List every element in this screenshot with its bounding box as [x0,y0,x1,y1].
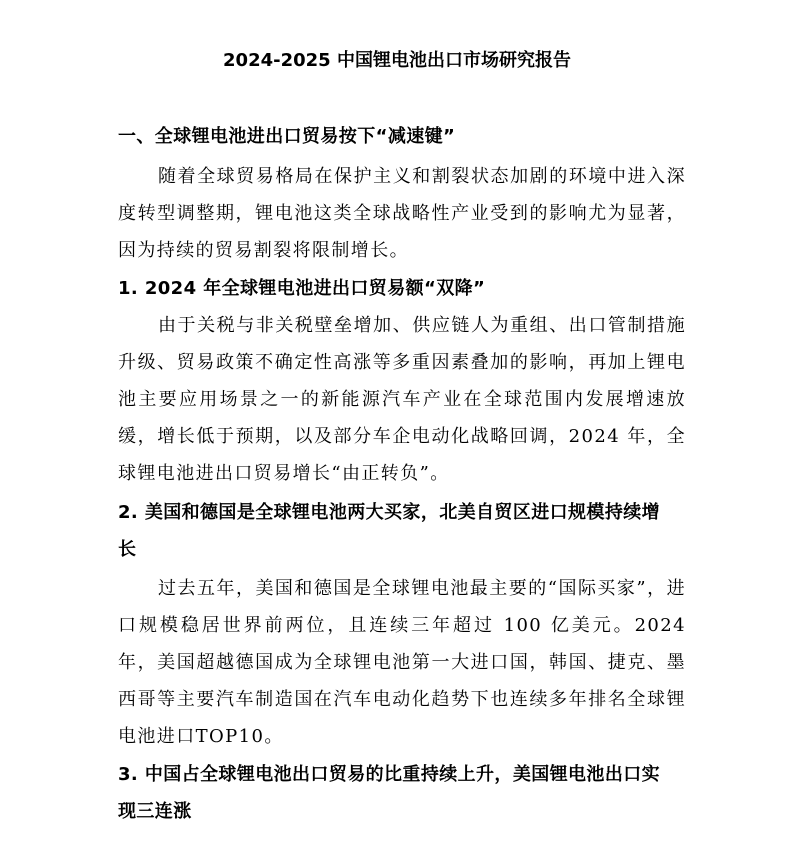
paragraph-major-buyers: 过去五年，美国和德国是全球锂电池最主要的“国际买家”，进口规模稳居世界前两位，且连续三年超过 100 亿美元。2024 年，美国超越德国成为全球锂电池第一大进口国，韩国、捷克、墨西哥等主要汽车制造国在汽车电动化趋势下也连续多年排名全球锂电池进口TOP10。 [118,578,686,747]
paragraph-trade-decline: 由于关税与非关税壁垒增加、供应链人为重组、出口管制措施升级、贸易政策不确定性高涨等多重因素叠加的影响，再加上锂电池主要应用场景之一的新能源汽车产业在全球范围内发展增速放缓，增长低于预期，以及部分车企电动化战略回调，2024 年，全球锂电池进出口贸易增长“由正转负”。 [118,315,686,484]
paragraph-global-trade-intro: 随着全球贸易格局在保护主义和割裂状态加剧的环境中进入深度转型调整期，锂电池这类全球战略性产业受到的影响尤为显著，因为持续的贸易割裂将限制增长。 [118,166,686,261]
subsection-heading-trade-decline: 1. 2024 年全球锂电池进出口贸易额“双降” [118,278,486,299]
subsection-heading-major-buyers: 2. 美国和德国是全球锂电池两大买家，北美自贸区进口规模持续增长 [118,502,661,560]
section-heading-global-trade: 一、全球锂电池进出口贸易按下“减速键” [118,126,456,147]
document-title: 2024-2025 中国锂电池出口市场研究报告 [223,50,571,71]
subsection-heading-china-share: 3. 中国占全球锂电池出口贸易的比重持续上升，美国锂电池出口实现三连涨 [118,764,661,822]
